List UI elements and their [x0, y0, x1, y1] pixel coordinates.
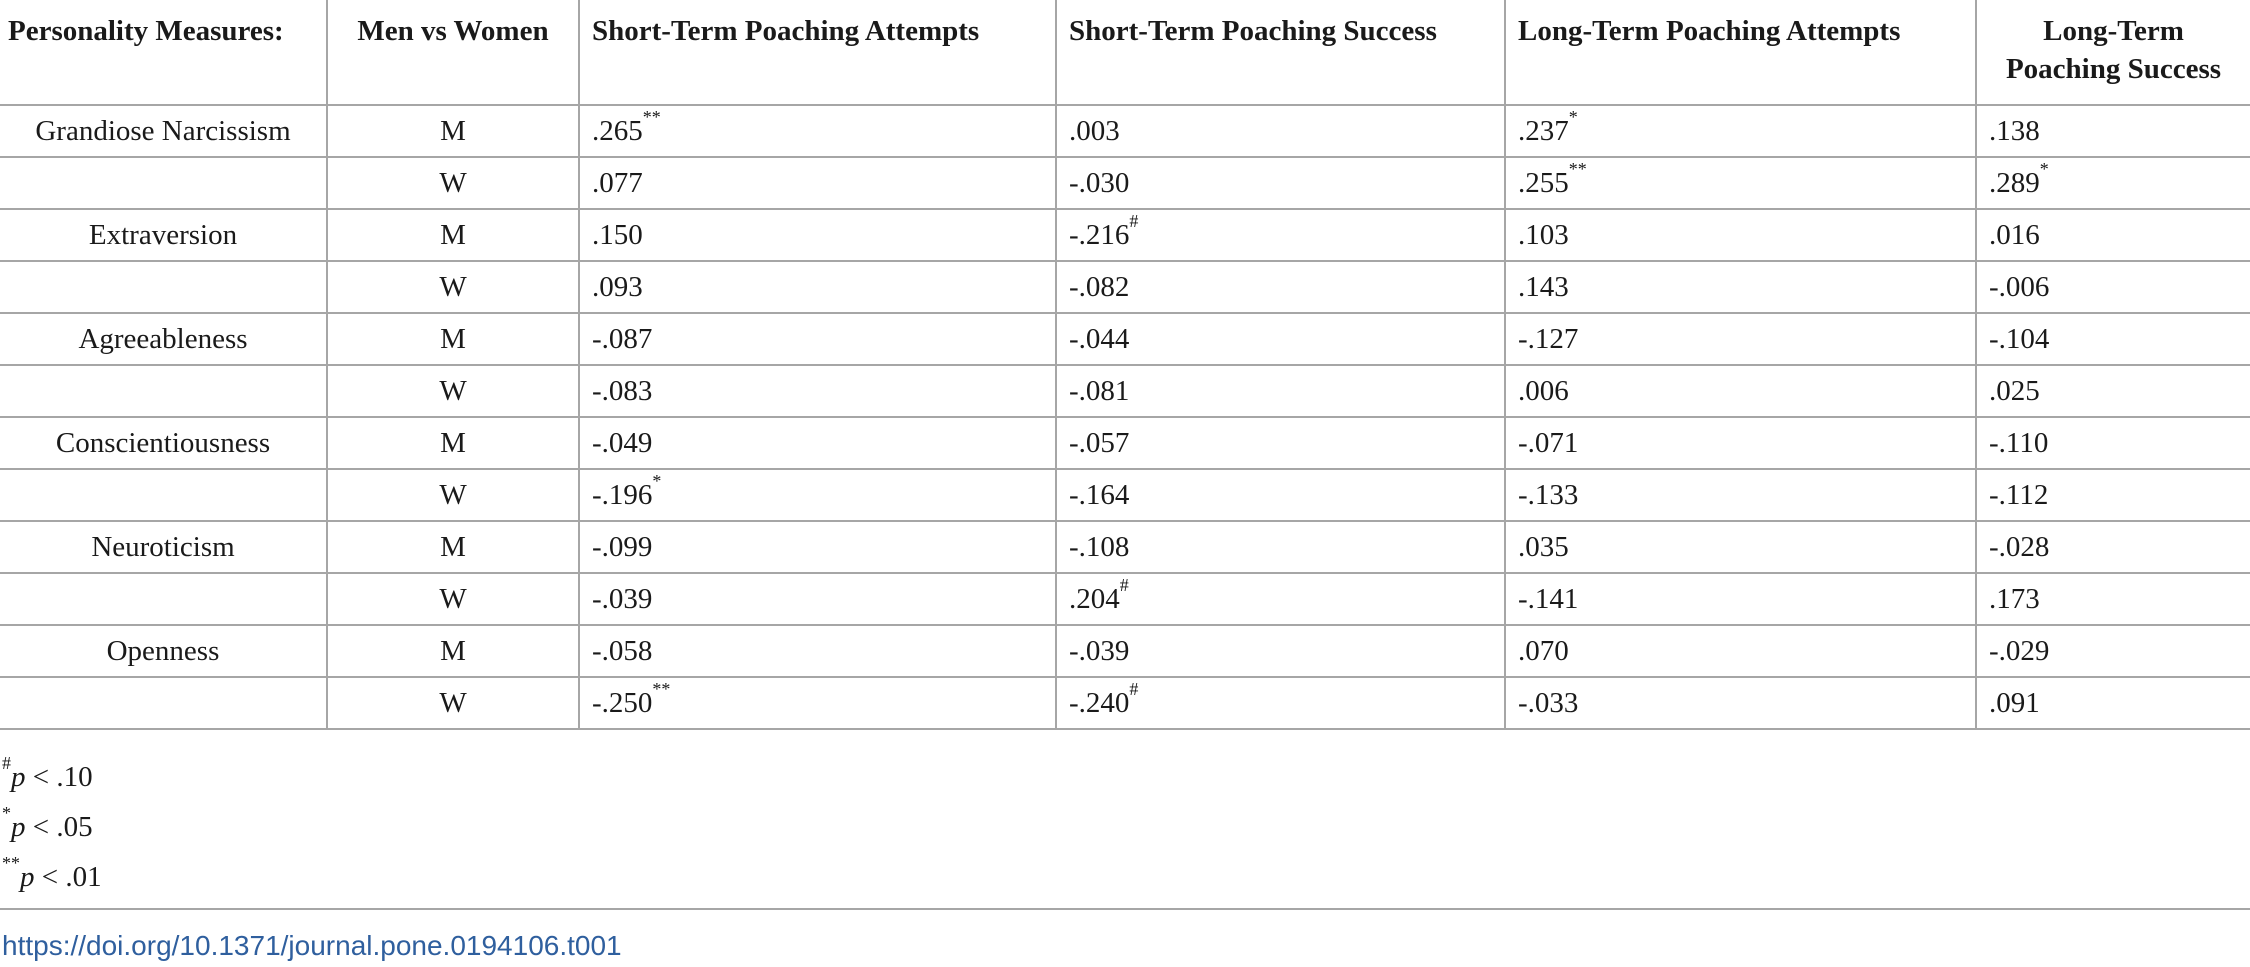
- cell-value: -.216: [1069, 218, 1130, 251]
- footnote-text: < .01: [34, 861, 102, 893]
- cell-long-term-attempts: [1505, 157, 1976, 209]
- cell-value: -.099: [592, 530, 653, 563]
- cell-value: -.250: [592, 686, 653, 719]
- cell-value: .091: [1989, 686, 2040, 719]
- cell-short-term-attempts: [579, 209, 1056, 261]
- significance-mark: #: [1129, 678, 1139, 699]
- cell-value: -.082: [1069, 270, 1130, 303]
- cell-value: -.058: [592, 634, 653, 667]
- cell-short-term-success: [1056, 417, 1505, 469]
- cell-short-term-attempts: [579, 625, 1056, 677]
- cell-measure: Grandiose Narcissism: [0, 105, 327, 157]
- table-row: [0, 417, 2250, 469]
- divider: [0, 908, 2250, 910]
- cell-value: -.039: [1069, 634, 1130, 667]
- cell-sex: M: [327, 313, 579, 365]
- header-short-term-attempts: Short-Term Poaching Attempts: [579, 0, 1056, 105]
- cell-short-term-success: [1056, 625, 1505, 677]
- significance-mark: **: [1568, 158, 1587, 179]
- cell-long-term-success: [1976, 573, 2250, 625]
- significance-mark: **: [642, 106, 661, 127]
- footnote-trend: [2, 752, 102, 802]
- cell-value: -.006: [1989, 270, 2050, 303]
- footnote-text: < .10: [25, 761, 93, 793]
- cell-sex: W: [327, 677, 579, 729]
- cell-long-term-attempts: [1505, 313, 1976, 365]
- cell-measure: [0, 469, 327, 521]
- cell-long-term-attempts: [1505, 209, 1976, 261]
- cell-short-term-attempts: [579, 677, 1056, 729]
- cell-short-term-success: [1056, 521, 1505, 573]
- cell-sex: M: [327, 625, 579, 677]
- cell-value: .035: [1518, 530, 1569, 563]
- cell-value: -.108: [1069, 530, 1130, 563]
- cell-short-term-success: [1056, 313, 1505, 365]
- cell-value: -.110: [1989, 426, 2049, 459]
- cell-long-term-attempts: [1505, 105, 1976, 157]
- footnote-mark: #: [2, 753, 11, 774]
- table-footnotes: [2, 752, 102, 902]
- table-row: [0, 469, 2250, 521]
- cell-sex: W: [327, 573, 579, 625]
- cell-value: .138: [1989, 114, 2040, 147]
- cell-measure: [0, 261, 327, 313]
- cell-measure: Extraversion: [0, 209, 327, 261]
- cell-long-term-success: [1976, 677, 2250, 729]
- cell-short-term-attempts: [579, 573, 1056, 625]
- cell-long-term-success: [1976, 261, 2250, 313]
- cell-value: .016: [1989, 218, 2040, 251]
- cell-value: .173: [1989, 582, 2040, 615]
- cell-sex: W: [327, 365, 579, 417]
- cell-long-term-attempts: [1505, 677, 1976, 729]
- cell-short-term-success: [1056, 469, 1505, 521]
- cell-long-term-success: [1976, 469, 2250, 521]
- cell-value: .237: [1518, 114, 1569, 147]
- cell-measure: [0, 573, 327, 625]
- cell-long-term-attempts: [1505, 261, 1976, 313]
- cell-sex: W: [327, 261, 579, 313]
- significance-mark: *: [652, 470, 662, 491]
- significance-mark: **: [652, 678, 671, 699]
- cell-long-term-success: [1976, 313, 2250, 365]
- cell-measure: Neuroticism: [0, 521, 327, 573]
- footnote-text: < .05: [25, 811, 93, 843]
- cell-value: .003: [1069, 114, 1120, 147]
- cell-sex: M: [327, 417, 579, 469]
- cell-value: -.083: [592, 374, 653, 407]
- cell-short-term-attempts: [579, 105, 1056, 157]
- cell-short-term-success: [1056, 261, 1505, 313]
- cell-long-term-success: [1976, 417, 2250, 469]
- cell-value: -.240: [1069, 686, 1130, 719]
- cell-short-term-success: [1056, 573, 1505, 625]
- footnote-p: p: [11, 811, 26, 843]
- cell-measure: Openness: [0, 625, 327, 677]
- footnote-mark: **: [2, 853, 20, 874]
- cell-value: -.081: [1069, 374, 1130, 407]
- cell-value: -.071: [1518, 426, 1579, 459]
- cell-short-term-attempts: [579, 261, 1056, 313]
- table-row: [0, 625, 2250, 677]
- cell-value: .204: [1069, 582, 1120, 615]
- table-row: [0, 313, 2250, 365]
- significance-mark: *: [2039, 158, 2049, 179]
- cell-value: -.087: [592, 322, 653, 355]
- cell-value: -.033: [1518, 686, 1579, 719]
- table-row: [0, 209, 2250, 261]
- cell-value: -.112: [1989, 478, 2049, 511]
- cell-long-term-attempts: [1505, 521, 1976, 573]
- cell-measure: [0, 677, 327, 729]
- header-short-term-success: Short-Term Poaching Success: [1056, 0, 1505, 105]
- cell-short-term-attempts: [579, 521, 1056, 573]
- header-long-term-success: Long-Term Poaching Success: [1976, 0, 2250, 105]
- cell-sex: M: [327, 521, 579, 573]
- cell-value: .093: [592, 270, 643, 303]
- cell-value: -.104: [1989, 322, 2050, 355]
- cell-measure: Agreeableness: [0, 313, 327, 365]
- table-row: [0, 573, 2250, 625]
- cell-value: .006: [1518, 374, 1569, 407]
- cell-value: -.196: [592, 478, 653, 511]
- cell-long-term-attempts: [1505, 573, 1976, 625]
- cell-value: -.141: [1518, 582, 1579, 615]
- cell-value: -.133: [1518, 478, 1579, 511]
- cell-value: -.164: [1069, 478, 1130, 511]
- cell-short-term-success: [1056, 365, 1505, 417]
- table-row: [0, 157, 2250, 209]
- footnote-p01: [2, 852, 102, 902]
- cell-value: .025: [1989, 374, 2040, 407]
- table-row: [0, 521, 2250, 573]
- cell-short-term-success: [1056, 157, 1505, 209]
- cell-value: -.030: [1069, 166, 1130, 199]
- cell-value: .077: [592, 166, 643, 199]
- cell-long-term-success: [1976, 105, 2250, 157]
- cell-value: .265: [592, 114, 643, 147]
- cell-value: -.044: [1069, 322, 1130, 355]
- footnote-p: p: [11, 761, 26, 793]
- table-row: [0, 105, 2250, 157]
- header-personality-measures: Personality Measures:: [0, 0, 327, 105]
- doi-link[interactable]: https://doi.org/10.1371/journal.pone.0194106.t001: [2, 930, 622, 961]
- cell-long-term-attempts: [1505, 625, 1976, 677]
- cell-value: .103: [1518, 218, 1569, 251]
- cell-value: -.029: [1989, 634, 2050, 667]
- cell-value: .150: [592, 218, 643, 251]
- cell-short-term-attempts: [579, 157, 1056, 209]
- cell-long-term-success: [1976, 209, 2250, 261]
- cell-value: -.028: [1989, 530, 2050, 563]
- significance-mark: *: [1568, 106, 1578, 127]
- cell-value: -.057: [1069, 426, 1130, 459]
- header-row: [0, 0, 2250, 105]
- header-men-vs-women: Men vs Women: [327, 0, 579, 105]
- cell-value: .143: [1518, 270, 1569, 303]
- table-row: [0, 677, 2250, 729]
- cell-measure: [0, 157, 327, 209]
- cell-value: .070: [1518, 634, 1569, 667]
- cell-sex: W: [327, 469, 579, 521]
- cell-sex: M: [327, 105, 579, 157]
- cell-short-term-success: [1056, 209, 1505, 261]
- header-long-term-attempts: Long-Term Poaching Attempts: [1505, 0, 1976, 105]
- cell-long-term-attempts: [1505, 469, 1976, 521]
- cell-measure: Conscientiousness: [0, 417, 327, 469]
- cell-value: -.039: [592, 582, 653, 615]
- significance-mark: #: [1119, 574, 1129, 595]
- cell-short-term-attempts: [579, 417, 1056, 469]
- cell-long-term-attempts: [1505, 365, 1976, 417]
- cell-long-term-success: [1976, 157, 2250, 209]
- cell-long-term-success: [1976, 521, 2250, 573]
- significance-mark: #: [1129, 210, 1139, 231]
- cell-short-term-success: [1056, 677, 1505, 729]
- table-row: [0, 261, 2250, 313]
- cell-measure: [0, 365, 327, 417]
- table-row: [0, 365, 2250, 417]
- footnote-p05: [2, 802, 102, 852]
- cell-short-term-success: [1056, 105, 1505, 157]
- cell-sex: M: [327, 209, 579, 261]
- cell-value: .289: [1989, 166, 2040, 199]
- cell-value: -.049: [592, 426, 653, 459]
- cell-long-term-attempts: [1505, 417, 1976, 469]
- cell-short-term-attempts: [579, 365, 1056, 417]
- cell-long-term-success: [1976, 625, 2250, 677]
- cell-short-term-attempts: [579, 469, 1056, 521]
- footnote-mark: *: [2, 803, 11, 824]
- cell-sex: W: [327, 157, 579, 209]
- cell-short-term-attempts: [579, 313, 1056, 365]
- cell-long-term-success: [1976, 365, 2250, 417]
- cell-value: -.127: [1518, 322, 1579, 355]
- cell-value: .255: [1518, 166, 1569, 199]
- footnote-p: p: [20, 861, 35, 893]
